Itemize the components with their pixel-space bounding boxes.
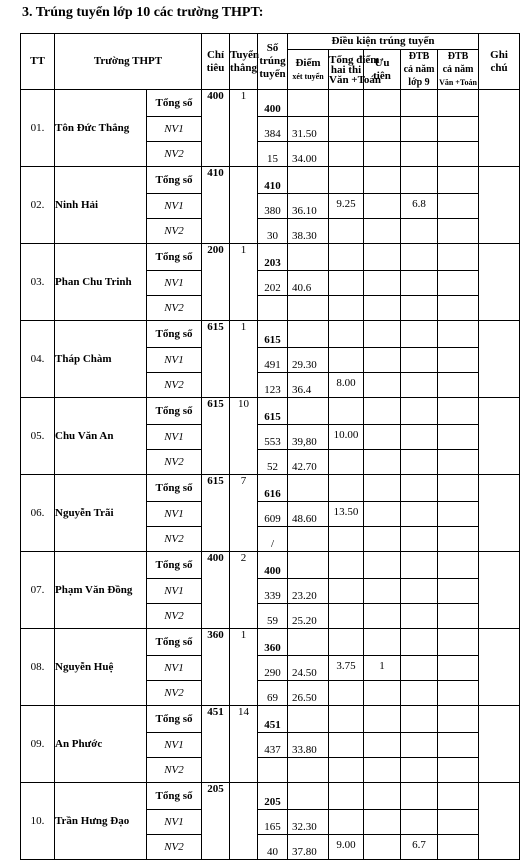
diem-xet-tuyen-value: 32.30: [288, 810, 329, 835]
so-trung-tuyen-value: 491: [258, 348, 288, 373]
ghi-chu-cell: [479, 244, 520, 321]
dtb-lop9-value: [401, 681, 438, 706]
diem-xet-tuyen-value: 36.10: [288, 194, 329, 219]
row-label-nv1: NV1: [147, 579, 202, 604]
chi-tieu-value: 451: [202, 706, 230, 783]
uu-tien-value: [364, 271, 401, 296]
row-label-total: Tổng số: [147, 244, 202, 271]
dtb-lop9-value: [401, 706, 438, 733]
dtb-van-toan-value: [438, 681, 479, 706]
tong-diem-value: 9.25: [329, 194, 364, 219]
dtb-lop9-value: [401, 117, 438, 142]
so-trung-tuyen-value: 123: [258, 373, 288, 398]
tong-diem-value: [329, 450, 364, 475]
so-trung-tuyen-value: 615: [258, 398, 288, 425]
tong-diem-value: [329, 348, 364, 373]
dtb-lop9-value: [401, 604, 438, 629]
tuyen-thang-value: 2: [230, 552, 258, 629]
tong-diem-value: [329, 810, 364, 835]
table-row: [21, 475, 520, 502]
diem-xet-tuyen-value: 34.00: [288, 142, 329, 167]
tong-diem-value: 13.50: [329, 502, 364, 527]
uu-tien-value: [364, 348, 401, 373]
tong-diem-value: [329, 219, 364, 244]
diem-xet-tuyen-value: [288, 629, 329, 656]
chi-tieu-value: 615: [202, 475, 230, 552]
dtb-lop9-value: [401, 219, 438, 244]
so-trung-tuyen-value: /: [258, 527, 288, 552]
table-row: [21, 167, 520, 194]
uu-tien-value: 1: [364, 656, 401, 681]
tong-diem-value: [329, 733, 364, 758]
diem-xet-tuyen-value: 38.30: [288, 219, 329, 244]
row-label-total: Tổng số: [147, 783, 202, 810]
dtb-lop9-value: [401, 502, 438, 527]
tong-diem-value: [329, 244, 364, 271]
dtb-van-toan-value: [438, 398, 479, 425]
dtb-lop9-value: [401, 271, 438, 296]
uu-tien-value: [364, 167, 401, 194]
so-trung-tuyen-value: 202: [258, 271, 288, 296]
row-label-nv2: NV2: [147, 142, 202, 167]
tong-diem-value: [329, 296, 364, 321]
so-trung-tuyen-value: [258, 296, 288, 321]
school-tt: 05.: [21, 398, 55, 475]
table-row: [21, 244, 520, 271]
dtb-lop9-value: [401, 733, 438, 758]
row-label-nv1: NV1: [147, 733, 202, 758]
uu-tien-value: [364, 475, 401, 502]
tong-diem-value: [329, 758, 364, 783]
tong-diem-value: [329, 629, 364, 656]
tong-diem-value: [329, 90, 364, 117]
dtb-lop9-value: [401, 475, 438, 502]
diem-xet-tuyen-value: [288, 706, 329, 733]
ghi-chu-cell: [479, 475, 520, 552]
ghi-chu-cell: [479, 706, 520, 783]
school-name: An Phước: [55, 706, 147, 783]
so-trung-tuyen-value: 609: [258, 502, 288, 527]
row-label-nv1: NV1: [147, 348, 202, 373]
table-body: [21, 90, 520, 860]
tong-diem-value: [329, 271, 364, 296]
school-tt: 10.: [21, 783, 55, 860]
dtb-van-toan-value: [438, 271, 479, 296]
diem-xet-tuyen-value: [288, 783, 329, 810]
dtb-van-toan-value: [438, 783, 479, 810]
uu-tien-value: [364, 527, 401, 552]
diem-xet-tuyen-value: [288, 475, 329, 502]
tong-diem-value: [329, 579, 364, 604]
tong-diem-value: [329, 552, 364, 579]
uu-tien-value: [364, 783, 401, 810]
school-name: Phạm Văn Đồng: [55, 552, 147, 629]
dtb-van-toan-value: [438, 733, 479, 758]
dtb-lop9-value: [401, 810, 438, 835]
so-trung-tuyen-value: 40: [258, 835, 288, 860]
chi-tieu-value: 615: [202, 321, 230, 398]
tong-diem-value: 9.00: [329, 835, 364, 860]
dtb-van-toan-value: [438, 552, 479, 579]
table-row: [21, 706, 520, 733]
uu-tien-value: [364, 681, 401, 706]
uu-tien-value: [364, 117, 401, 142]
tong-diem-value: 3.75: [329, 656, 364, 681]
table-row: [21, 783, 520, 810]
row-label-nv2: NV2: [147, 219, 202, 244]
uu-tien-value: [364, 552, 401, 579]
header-uu-tien: Ưu tiên: [364, 50, 401, 90]
so-trung-tuyen-value: 165: [258, 810, 288, 835]
diem-xet-tuyen-value: [288, 552, 329, 579]
diem-xet-tuyen-value: [288, 244, 329, 271]
so-trung-tuyen-value: 553: [258, 425, 288, 450]
row-label-total: Tổng số: [147, 398, 202, 425]
row-label-nv2: NV2: [147, 604, 202, 629]
dtb-lop9-value: 6.8: [401, 194, 438, 219]
school-tt: 03.: [21, 244, 55, 321]
so-trung-tuyen-value: 400: [258, 552, 288, 579]
chi-tieu-value: 615: [202, 398, 230, 475]
row-label-total: Tổng số: [147, 90, 202, 117]
dtb-lop9-value: [401, 244, 438, 271]
tong-diem-value: [329, 117, 364, 142]
header-tuyen-thang: Tuyển thẳng: [230, 34, 258, 90]
uu-tien-value: [364, 706, 401, 733]
so-trung-tuyen-value: 360: [258, 629, 288, 656]
uu-tien-value: [364, 296, 401, 321]
dtb-van-toan-value: [438, 629, 479, 656]
admission-table: [20, 33, 520, 860]
dtb-van-toan-value: [438, 348, 479, 373]
uu-tien-value: [364, 758, 401, 783]
row-label-total: Tổng số: [147, 629, 202, 656]
dtb-lop9-value: [401, 629, 438, 656]
header-chi-tieu: Chỉ tiêu: [202, 34, 230, 90]
chi-tieu-value: 410: [202, 167, 230, 244]
dtb-lop9-value: 6.7: [401, 835, 438, 860]
chi-tieu-value: 360: [202, 629, 230, 706]
dtb-van-toan-value: [438, 758, 479, 783]
diem-xet-tuyen-value: [288, 398, 329, 425]
header-diem: Điểm xét tuyển: [288, 50, 329, 90]
ghi-chu-cell: [479, 398, 520, 475]
diem-xet-tuyen-value: 39,80: [288, 425, 329, 450]
tuyen-thang-value: 1: [230, 90, 258, 167]
uu-tien-value: [364, 425, 401, 450]
tong-diem-value: [329, 475, 364, 502]
so-trung-tuyen-value: 451: [258, 706, 288, 733]
uu-tien-value: [364, 835, 401, 860]
diem-xet-tuyen-value: [288, 758, 329, 783]
dtb-van-toan-value: [438, 810, 479, 835]
school-name: Ninh Hải: [55, 167, 147, 244]
so-trung-tuyen-value: 59: [258, 604, 288, 629]
uu-tien-value: [364, 502, 401, 527]
diem-xet-tuyen-value: [288, 296, 329, 321]
dtb-lop9-value: [401, 373, 438, 398]
ghi-chu-cell: [479, 552, 520, 629]
row-label-nv1: NV1: [147, 810, 202, 835]
so-trung-tuyen-value: 400: [258, 90, 288, 117]
uu-tien-value: [364, 579, 401, 604]
tuyen-thang-value: 1: [230, 321, 258, 398]
diem-xet-tuyen-value: [288, 527, 329, 552]
so-trung-tuyen-value: [258, 758, 288, 783]
row-label-nv1: NV1: [147, 194, 202, 219]
uu-tien-value: [364, 90, 401, 117]
tong-diem-value: [329, 142, 364, 167]
dtb-van-toan-value: [438, 321, 479, 348]
table-row: [21, 629, 520, 656]
uu-tien-value: [364, 629, 401, 656]
ghi-chu-cell: [479, 321, 520, 398]
so-trung-tuyen-value: 69: [258, 681, 288, 706]
header-dieu-kien: Điều kiện trúng tuyển: [288, 34, 479, 50]
diem-xet-tuyen-value: 25.20: [288, 604, 329, 629]
header-dtb-van-toan: ĐTB cả năm Văn +Toán: [438, 50, 479, 90]
dtb-van-toan-value: [438, 373, 479, 398]
uu-tien-value: [364, 194, 401, 219]
tuyen-thang-value: 1: [230, 244, 258, 321]
ghi-chu-cell: [479, 167, 520, 244]
ghi-chu-cell: [479, 90, 520, 167]
diem-xet-tuyen-value: [288, 90, 329, 117]
ghi-chu-cell: [479, 629, 520, 706]
dtb-lop9-value: [401, 142, 438, 167]
row-label-total: Tổng số: [147, 167, 202, 194]
uu-tien-value: [364, 810, 401, 835]
uu-tien-value: [364, 321, 401, 348]
tuyen-thang-value: [230, 167, 258, 244]
school-tt: 06.: [21, 475, 55, 552]
row-label-nv1: NV1: [147, 117, 202, 142]
row-label-nv2: NV2: [147, 450, 202, 475]
tong-diem-value: [329, 783, 364, 810]
diem-xet-tuyen-value: 48.60: [288, 502, 329, 527]
row-label-nv2: NV2: [147, 527, 202, 552]
diem-xet-tuyen-value: [288, 321, 329, 348]
row-label-nv2: NV2: [147, 758, 202, 783]
dtb-lop9-value: [401, 552, 438, 579]
so-trung-tuyen-value: 205: [258, 783, 288, 810]
so-trung-tuyen-value: 615: [258, 321, 288, 348]
school-name: Nguyễn Huệ: [55, 629, 147, 706]
uu-tien-value: [364, 450, 401, 475]
school-tt: 08.: [21, 629, 55, 706]
dtb-van-toan-value: [438, 475, 479, 502]
school-name: Chu Văn An: [55, 398, 147, 475]
dtb-lop9-value: [401, 348, 438, 373]
dtb-lop9-value: [401, 656, 438, 681]
header-so-trung-tuyen: Số trúng tuyển: [258, 34, 288, 90]
row-label-nv1: NV1: [147, 425, 202, 450]
dtb-van-toan-value: [438, 579, 479, 604]
tong-diem-value: [329, 604, 364, 629]
dtb-van-toan-value: [438, 296, 479, 321]
dtb-lop9-value: [401, 321, 438, 348]
uu-tien-value: [364, 373, 401, 398]
dtb-lop9-value: [401, 398, 438, 425]
diem-xet-tuyen-value: 23.20: [288, 579, 329, 604]
dtb-van-toan-value: [438, 142, 479, 167]
table-row: [21, 398, 520, 425]
dtb-van-toan-value: [438, 219, 479, 244]
so-trung-tuyen-value: 52: [258, 450, 288, 475]
tong-diem-value: [329, 398, 364, 425]
diem-xet-tuyen-value: 40.6: [288, 271, 329, 296]
so-trung-tuyen-value: 437: [258, 733, 288, 758]
tong-diem-value: 10.00: [329, 425, 364, 450]
uu-tien-value: [364, 733, 401, 758]
dtb-lop9-value: [401, 167, 438, 194]
dtb-van-toan-value: [438, 502, 479, 527]
diem-xet-tuyen-value: 24.50: [288, 656, 329, 681]
diem-xet-tuyen-value: 37.80: [288, 835, 329, 860]
dtb-van-toan-value: [438, 527, 479, 552]
uu-tien-value: [364, 219, 401, 244]
uu-tien-value: [364, 142, 401, 167]
diem-xet-tuyen-value: 42.70: [288, 450, 329, 475]
row-label-nv1: NV1: [147, 502, 202, 527]
uu-tien-value: [364, 604, 401, 629]
header-dtb-lop9: ĐTB cả năm lớp 9: [401, 50, 438, 90]
dtb-van-toan-value: [438, 425, 479, 450]
tong-diem-value: [329, 321, 364, 348]
dtb-van-toan-value: [438, 656, 479, 681]
school-name: Tháp Chàm: [55, 321, 147, 398]
uu-tien-value: [364, 244, 401, 271]
header-tt: TT: [21, 34, 55, 90]
so-trung-tuyen-value: 384: [258, 117, 288, 142]
school-tt: 02.: [21, 167, 55, 244]
dtb-lop9-value: [401, 450, 438, 475]
tong-diem-value: [329, 681, 364, 706]
school-name: Nguyễn Trãi: [55, 475, 147, 552]
so-trung-tuyen-value: 410: [258, 167, 288, 194]
header-ghi-chu: Ghi chú: [479, 34, 520, 90]
school-name: Trần Hưng Đạo: [55, 783, 147, 860]
diem-xet-tuyen-value: 29.30: [288, 348, 329, 373]
row-label-nv2: NV2: [147, 296, 202, 321]
so-trung-tuyen-value: 616: [258, 475, 288, 502]
tong-diem-value: [329, 167, 364, 194]
dtb-lop9-value: [401, 527, 438, 552]
tuyen-thang-value: 1: [230, 629, 258, 706]
dtb-van-toan-value: [438, 117, 479, 142]
tong-diem-value: [329, 527, 364, 552]
so-trung-tuyen-value: 30: [258, 219, 288, 244]
row-label-nv1: NV1: [147, 271, 202, 296]
row-label-nv2: NV2: [147, 835, 202, 860]
school-name: Phan Chu Trinh: [55, 244, 147, 321]
dtb-lop9-value: [401, 296, 438, 321]
diem-xet-tuyen-value: 31.50: [288, 117, 329, 142]
so-trung-tuyen-value: 290: [258, 656, 288, 681]
dtb-van-toan-value: [438, 835, 479, 860]
so-trung-tuyen-value: 339: [258, 579, 288, 604]
row-label-total: Tổng số: [147, 321, 202, 348]
diem-xet-tuyen-value: 26.50: [288, 681, 329, 706]
ghi-chu-cell: [479, 783, 520, 860]
table-row: [21, 90, 520, 117]
dtb-lop9-value: [401, 783, 438, 810]
uu-tien-value: [364, 398, 401, 425]
dtb-lop9-value: [401, 758, 438, 783]
tong-diem-value: [329, 706, 364, 733]
school-name: Tôn Đức Thắng: [55, 90, 147, 167]
chi-tieu-value: 205: [202, 783, 230, 860]
so-trung-tuyen-value: 203: [258, 244, 288, 271]
tuyen-thang-value: 14: [230, 706, 258, 783]
so-trung-tuyen-value: 380: [258, 194, 288, 219]
school-tt: 04.: [21, 321, 55, 398]
chi-tieu-value: 200: [202, 244, 230, 321]
tong-diem-value: 8.00: [329, 373, 364, 398]
row-label-total: Tổng số: [147, 706, 202, 733]
dtb-van-toan-value: [438, 167, 479, 194]
table-row: [21, 552, 520, 579]
header-tong-diem: Tổng điểm hai thi Văn +Toán: [329, 50, 364, 90]
table-row: [21, 321, 520, 348]
dtb-van-toan-value: [438, 194, 479, 219]
section-title: 3. Trúng tuyển lớp 10 các trường THPT:: [22, 5, 264, 20]
row-label-nv2: NV2: [147, 373, 202, 398]
dtb-lop9-value: [401, 425, 438, 450]
row-label-total: Tổng số: [147, 552, 202, 579]
dtb-van-toan-value: [438, 706, 479, 733]
diem-xet-tuyen-value: 33.80: [288, 733, 329, 758]
diem-xet-tuyen-value: [288, 167, 329, 194]
dtb-lop9-value: [401, 579, 438, 604]
school-tt: 01.: [21, 90, 55, 167]
chi-tieu-value: 400: [202, 90, 230, 167]
school-tt: 07.: [21, 552, 55, 629]
tuyen-thang-value: [230, 783, 258, 860]
school-tt: 09.: [21, 706, 55, 783]
diem-xet-tuyen-value: 36.4: [288, 373, 329, 398]
dtb-van-toan-value: [438, 90, 479, 117]
row-label-total: Tổng số: [147, 475, 202, 502]
header-school: Trường THPT: [55, 34, 202, 90]
tuyen-thang-value: 10: [230, 398, 258, 475]
so-trung-tuyen-value: 15: [258, 142, 288, 167]
tuyen-thang-value: 7: [230, 475, 258, 552]
dtb-van-toan-value: [438, 604, 479, 629]
dtb-lop9-value: [401, 90, 438, 117]
dtb-van-toan-value: [438, 450, 479, 475]
chi-tieu-value: 400: [202, 552, 230, 629]
row-label-nv1: NV1: [147, 656, 202, 681]
row-label-nv2: NV2: [147, 681, 202, 706]
dtb-van-toan-value: [438, 244, 479, 271]
